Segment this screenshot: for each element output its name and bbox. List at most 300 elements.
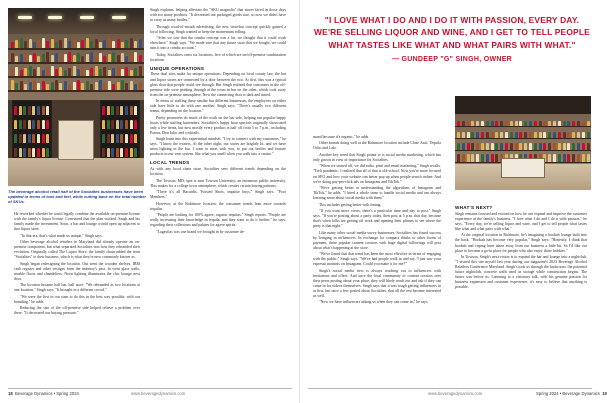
bottle	[112, 84, 115, 90]
ceiling-light	[18, 16, 32, 19]
page-number: 19	[602, 391, 607, 396]
bottle	[46, 68, 49, 76]
bottle	[64, 70, 67, 76]
ceiling	[8, 8, 144, 34]
bottle	[32, 148, 35, 157]
bottle	[55, 69, 58, 76]
bottle	[46, 84, 49, 90]
body-paragraph: He reworked whether he could legally combine the available on-premise license with the family's liquor license. Convinced that the plan worked, Singh and his family made the investment. Soon, a bar and lounge would open up adjacent to that liquor store.	[14, 212, 140, 232]
bottle	[510, 121, 513, 126]
bottle	[467, 121, 470, 126]
bottle	[495, 154, 498, 162]
bottle	[495, 143, 498, 150]
bottle	[572, 143, 575, 150]
bottle	[116, 106, 119, 115]
footer-right	[536, 391, 607, 396]
bottle	[572, 154, 575, 162]
body-paragraph: Through word-of-mouth advertising, the new store/bar concept quickly gained a loyal following. Singh wanted to keep the momentum rolling.	[150, 24, 286, 34]
bottle	[90, 84, 93, 90]
bottle	[134, 52, 137, 62]
pull-quote-line: WE'RE SELLING LIQUOR AND WINE, AND I GET TO TELL PEOPLE	[314, 27, 590, 38]
body-paragraph: "There it's all Bacardis, Twisted Shots, impulse buys," Singh says. "Poor Members."	[150, 190, 286, 200]
bottle	[457, 121, 460, 126]
bottle	[14, 120, 17, 129]
body-paragraph: "Lagavilas was one brand we brought in by customer de-	[156, 229, 245, 234]
bottle	[107, 148, 110, 157]
footer-rule	[8, 388, 292, 389]
bottle	[112, 68, 115, 76]
bottle	[33, 53, 36, 62]
ceiling	[455, 96, 591, 114]
shelf	[455, 126, 591, 127]
bottle	[11, 80, 14, 90]
bottle	[116, 134, 119, 143]
footer-url[interactable]: www.beveragedynamics.com	[131, 391, 186, 396]
bottle	[51, 39, 54, 48]
bottle	[476, 154, 479, 162]
bottle	[577, 143, 580, 150]
bottle	[68, 84, 71, 90]
bottle	[37, 120, 40, 129]
store-photo	[8, 8, 144, 186]
bottle	[102, 148, 105, 157]
bottle	[51, 82, 54, 90]
ceiling-light	[48, 16, 62, 19]
bottle	[563, 154, 566, 162]
bottle	[125, 56, 128, 62]
bottle	[81, 56, 84, 62]
body-paragraph: In terms of staffing these similar but different businesses, the employees on either side have little to do with one another. Singh says. "There's usually two different teams, depending on the location."	[150, 99, 286, 114]
bottle	[90, 41, 93, 48]
bottle	[19, 134, 22, 143]
bottle	[73, 66, 76, 76]
body-paragraph: Singh leans into this experiential mindset. "I try to connect with my customers," he says. "I know the owners. At the other night, our stores are brightly lit, and we have neon lighting in the bar. I want to meet with you, to put out bottles and feature products in our vent system, like what you smell when you walk into a casino."	[150, 137, 286, 157]
bottle	[42, 120, 45, 129]
bottle	[457, 132, 460, 138]
bottle	[519, 143, 522, 150]
bottle	[582, 121, 585, 126]
bottle	[121, 42, 124, 48]
bottle	[37, 40, 40, 48]
bottle	[95, 39, 98, 48]
bottle	[37, 134, 40, 143]
bottle	[28, 120, 31, 129]
bottle	[28, 134, 31, 143]
bottle	[42, 134, 45, 143]
bottle	[103, 83, 106, 90]
bottle	[495, 132, 498, 138]
bottle	[577, 121, 580, 126]
bottle	[130, 70, 133, 76]
bottle	[587, 154, 590, 162]
bottle	[42, 70, 45, 76]
bottle	[548, 154, 551, 162]
bottle	[548, 132, 551, 138]
section-heading: UNIQUE OPERATIONS	[150, 65, 205, 71]
bottle	[33, 69, 36, 76]
bottle	[519, 132, 522, 138]
center-display-table	[58, 120, 94, 160]
bottle	[112, 41, 115, 48]
bottle	[81, 40, 84, 48]
body-paragraph: "People are looking for 100% agave, organic tequilas," Singh reports. "People are really increasing their knowledge in tequila, and they want to do it further," he says, regarding their collections and palates for agave spirits.	[150, 213, 286, 228]
body-paragraph: Another key trend that Singh points to is social media marketing, which has only grown in view of importance for Socialites.	[313, 152, 441, 162]
pull-quote-line: WHAT TASTES LIKE WHAT AND WHAT PAIRS WITH WHAT."	[328, 39, 576, 50]
section-heading: WHAT'S NEXT?	[455, 205, 493, 210]
bottle	[95, 66, 98, 76]
bottle	[130, 120, 133, 129]
shelf	[8, 62, 144, 64]
bottle	[558, 132, 561, 138]
counter	[501, 158, 545, 178]
bottle	[42, 81, 45, 90]
bottle	[510, 143, 513, 150]
bottle	[32, 134, 35, 143]
bottle	[582, 143, 585, 150]
body-paragraph: Singh explains, helping alleviate the "SKU magnolia" that stores faced in those days with too many products. "It decreased our packaged goods size, so now we didn't have to carry as many bottles."	[150, 8, 286, 23]
bottle	[19, 120, 22, 129]
bottle	[134, 68, 137, 76]
bottle	[86, 38, 89, 48]
bottle	[11, 69, 14, 76]
bottle	[515, 121, 518, 126]
body-paragraph: "We were the first in our state to do this in the best way possible, with our branding," he adds.	[14, 294, 140, 304]
body-paragraph: "In that era, that's what made us unique," Singh says.	[20, 233, 103, 238]
bottle	[515, 143, 518, 150]
bottle	[134, 120, 137, 129]
bottle	[481, 132, 484, 138]
body-paragraph: Today, Socialites owns six locations, five of which are on/off-premise combination locations.	[150, 52, 286, 62]
bottle	[29, 82, 32, 90]
bottle	[486, 154, 489, 162]
shelf	[455, 150, 591, 151]
bottle	[46, 134, 49, 143]
bottle	[107, 134, 110, 143]
bottle	[64, 38, 67, 48]
bottle	[495, 121, 498, 126]
bottle	[462, 132, 465, 138]
bottle	[117, 66, 120, 76]
bottle	[481, 121, 484, 126]
bottle	[134, 84, 137, 90]
bottle	[55, 80, 58, 90]
bottle	[68, 68, 71, 76]
bottle	[81, 67, 84, 76]
article-column-right-2	[455, 202, 587, 292]
bottle	[567, 143, 570, 150]
bottle	[20, 38, 23, 48]
bottle	[107, 106, 110, 115]
bottle	[481, 143, 484, 150]
bottle	[46, 41, 49, 48]
body-paragraph: However, at the Baltimore location, the consumer trends lean more towards tequilas.	[150, 201, 286, 211]
bottle	[77, 42, 80, 48]
bottle	[524, 121, 527, 126]
bottle	[543, 132, 546, 138]
bottle	[90, 68, 93, 76]
bottle	[111, 120, 114, 129]
bottle	[125, 106, 128, 115]
bottle	[558, 154, 561, 162]
bottle	[534, 143, 537, 150]
body-paragraph: Other brands doing well at the Baltimore location include Clase Azul, Tequila Ocho and Lalo.	[313, 141, 441, 151]
article-column-left-2	[150, 8, 286, 236]
bottle	[491, 121, 494, 126]
bottle	[23, 120, 26, 129]
bottle	[99, 42, 102, 48]
bottle	[19, 148, 22, 157]
bottle	[90, 52, 93, 62]
bottle	[471, 143, 474, 150]
bottle	[29, 39, 32, 48]
shelf	[455, 138, 591, 139]
bottle	[111, 106, 114, 115]
bottle	[117, 82, 120, 90]
section-heading: LOCAL TRENDS	[150, 160, 190, 166]
interior-photo	[455, 96, 591, 190]
bottle	[28, 106, 31, 115]
bottle	[102, 134, 105, 143]
photo-caption: The beverage alcohol retail half of the Socialites businesses have been updated in terms of look and feel, while cutting back on the total number of SKUs.	[8, 189, 147, 204]
bottle	[73, 39, 76, 48]
bottle	[108, 54, 111, 62]
bottle	[42, 148, 45, 157]
body-paragraph: "When we started off, we did radio, print and email marketing," Singh recalls. "Tech pandemic, I realized that all of that is old-school. Now you're more focused on SEO and how your website can better pop up when people search online. And we're doing pay-per-click ads on Instagram and TikTok."	[313, 164, 441, 184]
body-paragraph: Other beverage alcohol retailers in Maryland did already operate an on-premise component, but what separated Socialites was how they rebranded their evolution. Originally called The Liquor Store, the family chain added the term "Socialites" to their business, which is what they're now commonly known as.	[14, 240, 140, 260]
bottle	[500, 132, 503, 138]
body-paragraph: Reducing the size of the off-premise side helped relieve a problem over there. "It decreased our buying pressure,"	[14, 306, 140, 316]
bottle	[86, 81, 89, 90]
bottle	[500, 143, 503, 150]
bottle	[486, 121, 489, 126]
bottle	[553, 132, 556, 138]
bottle	[55, 53, 58, 62]
bottle	[125, 148, 128, 157]
ceiling-light	[112, 16, 126, 19]
bottle	[120, 148, 123, 157]
bottle	[111, 134, 114, 143]
bottle	[130, 134, 133, 143]
body-paragraph: "We've found that that trend has been the most effective in terms of engaging with the public," Singh says. "We've had people walk in and say, 'I just saw your espresso martinis on Instagram. Could you make it for me?'"	[313, 252, 441, 267]
bottle	[587, 143, 590, 150]
bottle	[572, 132, 575, 138]
bottle	[37, 83, 40, 90]
bottle	[534, 132, 537, 138]
bottle	[108, 38, 111, 48]
bottle	[134, 106, 137, 115]
pull-quote-line: "I LOVE WHAT I DO AND I DO IT WITH PASSION, EVERY DAY.	[324, 15, 580, 25]
bottle	[553, 143, 556, 150]
bottle	[59, 67, 62, 76]
publication-line: Beverage Dynamics • Spring 2024	[15, 391, 79, 396]
page-number: 18	[8, 391, 13, 396]
bottle	[46, 106, 49, 115]
bottle	[23, 148, 26, 157]
bottle	[111, 148, 114, 157]
bottle	[582, 132, 585, 138]
bottle	[491, 132, 494, 138]
bottle	[59, 40, 62, 48]
bottle	[539, 143, 542, 150]
bottle	[529, 143, 532, 150]
bottle	[491, 154, 494, 162]
bottle	[14, 106, 17, 115]
bottle	[14, 148, 17, 157]
bottle	[567, 132, 570, 138]
bottle	[587, 121, 590, 126]
pull-quote	[312, 14, 592, 65]
bottle	[32, 106, 35, 115]
bottle	[112, 52, 115, 62]
bottle	[125, 67, 128, 76]
bottle	[134, 148, 137, 157]
bottle	[95, 55, 98, 62]
bottle	[534, 121, 537, 126]
bottle	[20, 70, 23, 76]
bottle	[139, 82, 142, 90]
pull-quote-attribution: — GUNDEEP "G" SINGH, OWNER	[391, 56, 513, 64]
bottle	[471, 154, 474, 162]
body-paragraph: "After we saw that the combo concept was a hit, we thought that it could work elsewhere," Singh says. "We made sure that any future store that we bought, we could turn it into a combo account."	[150, 36, 286, 51]
bottle	[42, 38, 45, 48]
bottle	[121, 80, 124, 90]
bottle	[543, 143, 546, 150]
body-paragraph: mand because it's organic," he adds.	[313, 135, 370, 139]
bottle	[103, 56, 106, 62]
bottle	[130, 148, 133, 157]
bottle	[42, 54, 45, 62]
bottle	[524, 143, 527, 150]
bottle	[81, 83, 84, 90]
bottle	[86, 54, 89, 62]
bottle	[519, 121, 522, 126]
body-paragraph: "We're getting better at understanding the algorithms of Instagram and TikTok," he adds. "I hired a whole team to handle social media and am always learning more about social media with them."	[313, 185, 441, 201]
bottle	[577, 154, 580, 162]
bottle	[29, 66, 32, 76]
bottle	[567, 154, 570, 162]
bottle	[125, 120, 128, 129]
bottle	[125, 40, 128, 48]
bottle	[558, 121, 561, 126]
bottle	[46, 52, 49, 62]
footer-url[interactable]: www.beveragedynamics.com	[428, 391, 483, 396]
bottle	[539, 121, 542, 126]
bottle	[471, 121, 474, 126]
bottle	[515, 132, 518, 138]
bottle	[130, 106, 133, 115]
bottle	[15, 83, 18, 90]
bottle	[14, 134, 17, 143]
ceiling-light	[80, 16, 94, 19]
bottle	[462, 121, 465, 126]
bottle	[64, 81, 67, 90]
bottle	[563, 132, 566, 138]
bottle	[99, 53, 102, 62]
body-paragraph: Purity promoters do much of the work on the bar side, helping run popular happy hours while staffing bartenders. Socialites's happy hour specials originally showcased only a few items, but now mostly every product is half off from 5 to 7 p.m., including Patron, Don Julio and cocktails.	[150, 115, 286, 135]
bottle	[505, 143, 508, 150]
body-paragraph: The Towson, MD, spot is near Towson University, an enormous public university. This makes for a college town atmosphere, which creates certain buying patterns.	[150, 178, 286, 188]
body-paragraph: As with any local chain store, Socialites sees different trends depending on the location.	[150, 167, 286, 177]
bottle	[77, 69, 80, 76]
bottle	[46, 120, 49, 129]
bottle	[462, 154, 465, 162]
bottle	[130, 54, 133, 62]
body-paragraph: This includes getting better with timing.	[319, 202, 382, 207]
bottle	[59, 56, 62, 62]
footer-left	[8, 391, 79, 396]
bottle	[102, 106, 105, 115]
bottle	[471, 132, 474, 138]
bottle	[103, 67, 106, 76]
bottle	[457, 154, 460, 162]
bottle	[24, 41, 27, 48]
bottle	[567, 121, 570, 126]
bottle	[23, 134, 26, 143]
bottle	[68, 52, 71, 62]
bottle	[33, 80, 36, 90]
bottle	[73, 55, 76, 62]
bottle	[510, 132, 513, 138]
bottle	[467, 154, 470, 162]
bottle	[99, 69, 102, 76]
bottle	[587, 132, 590, 138]
bottle	[476, 143, 479, 150]
bottle	[457, 143, 460, 150]
bottle	[28, 148, 31, 157]
bottle	[572, 121, 575, 126]
shelf	[8, 48, 144, 50]
bottle	[42, 106, 45, 115]
bottle	[539, 132, 542, 138]
bottle	[103, 40, 106, 48]
bottle	[64, 54, 67, 62]
body-paragraph: Singh remains focused and excited on how he can expand and improve the customer experience at the family's business. "I love what I do and I do it with passion," he says. "Every day, we're selling liquor and wine, and I get to tell people what tastes like what and what pairs with what."	[455, 211, 587, 231]
bottle	[486, 143, 489, 150]
shelf	[8, 90, 144, 92]
bottle	[481, 154, 484, 162]
bottle	[462, 143, 465, 150]
bottle	[20, 54, 23, 62]
footer-rule	[308, 388, 592, 389]
body-paragraph: Singh's social media tiers is always reaching out to influencers with invitations and offers. And once the local community of content creators sees their peers posting about your place, they will likely reach out and ask if they can come in for videos themselves. Singh says that it was tough getting influencers in at first, but once a few posted about Socialites, that all the rest became interested as well.	[313, 268, 441, 298]
bottle	[134, 134, 137, 143]
bottle	[467, 143, 470, 150]
bottle	[15, 40, 18, 48]
bottle	[120, 134, 123, 143]
left-page	[0, 0, 300, 403]
bottle	[68, 41, 71, 48]
bottle	[51, 66, 54, 76]
bottle	[130, 38, 133, 48]
bottle	[476, 121, 479, 126]
shelf	[8, 76, 144, 78]
bottle	[23, 106, 26, 115]
bottle	[46, 148, 49, 157]
bottle	[117, 55, 120, 62]
bottle	[139, 55, 142, 62]
bottle	[59, 83, 62, 90]
bottle	[553, 121, 556, 126]
bottle	[505, 132, 508, 138]
bottle	[134, 41, 137, 48]
bottle	[130, 81, 133, 90]
bottle	[139, 39, 142, 48]
bottle	[11, 53, 14, 62]
bottle	[467, 132, 470, 138]
bottle	[548, 121, 551, 126]
bottle	[116, 148, 119, 157]
body-paragraph: "If you want more views, there's a particular time and day to post," Singh says. "If you're posting about a party today, then post at 5 p.m. that day, because that's when folks are getting off work and opening their phones to see where the party is that night."	[313, 208, 441, 229]
